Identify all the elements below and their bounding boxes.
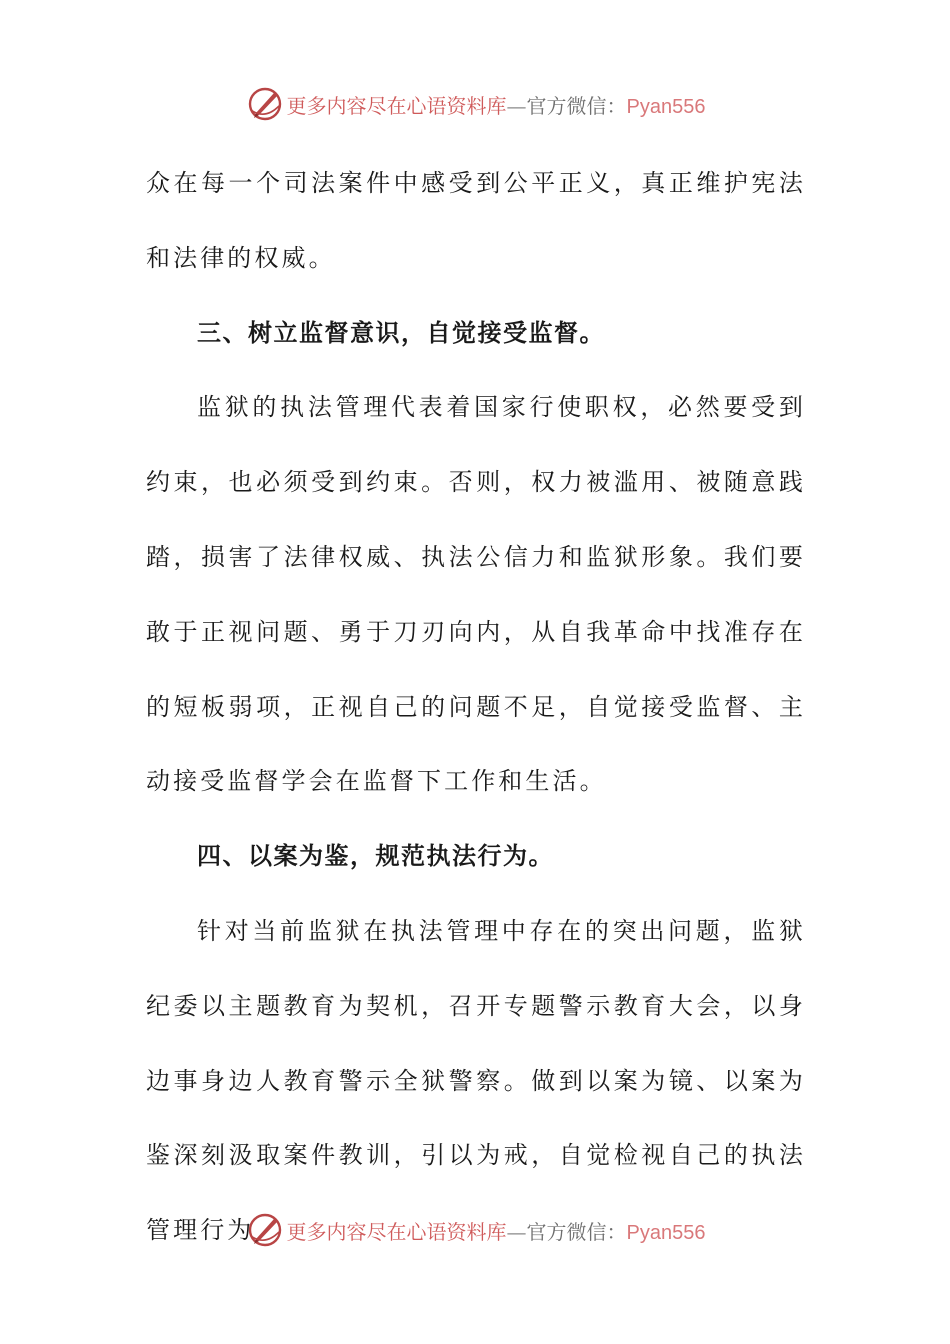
watermark-wechat-id: Pyan556 xyxy=(626,1221,706,1244)
pen-logo-icon xyxy=(245,1210,285,1250)
page-footer-watermark xyxy=(0,1210,950,1250)
watermark-site: 更多内容尽在心语资料库 xyxy=(286,1219,507,1244)
watermark-wechat-id: Pyan556 xyxy=(626,95,706,118)
watermark-wechat-label: 官方微信： xyxy=(526,93,627,118)
watermark-wechat-label: 官方微信： xyxy=(526,1219,627,1244)
section-heading-3: 三、树立监督意识，自觉接受监督。 xyxy=(197,317,605,347)
watermark-site: 更多内容尽在心语资料库 xyxy=(286,93,507,118)
watermark-separator: — xyxy=(506,93,527,118)
pen-logo-icon xyxy=(245,84,285,124)
watermark-separator: — xyxy=(506,1219,527,1244)
document-body xyxy=(146,146,806,1268)
section-heading-4: 四、以案为鉴，规范执法行为。 xyxy=(197,841,554,871)
watermark-text xyxy=(287,90,706,119)
paragraph-case-lessons: 针对当前监狱在执法管理中存在的突出问题，监狱纪委以主题教育为契机，召开专题警示教育大会，以身边事身边人教育警示全狱警察。做到以案为镜、以案为鉴深刻汲取案件教训，引以为戒，自觉检视自己的执法管理行为 xyxy=(146,916,806,1245)
paragraph-continuation: 众在每一个司法案件中感受到公平正义，真正维护宪法和法律的权威。 xyxy=(146,169,806,272)
page-header-watermark xyxy=(0,84,950,124)
paragraph-supervision: 监狱的执法管理代表着国家行使职权，必然要受到约束，也必须受到约束。否则，权力被滥用、被随意践踏，损害了法律权威、执法公信力和监狱形象。我们要敢于正视问题、勇于刀刃向内，从自我革命中找准存在的短板弱项，正视自己的问题不足，自觉接受监督、主动接受监督学会在监督下工作和生活。 xyxy=(146,393,806,796)
watermark-text xyxy=(287,1216,706,1245)
